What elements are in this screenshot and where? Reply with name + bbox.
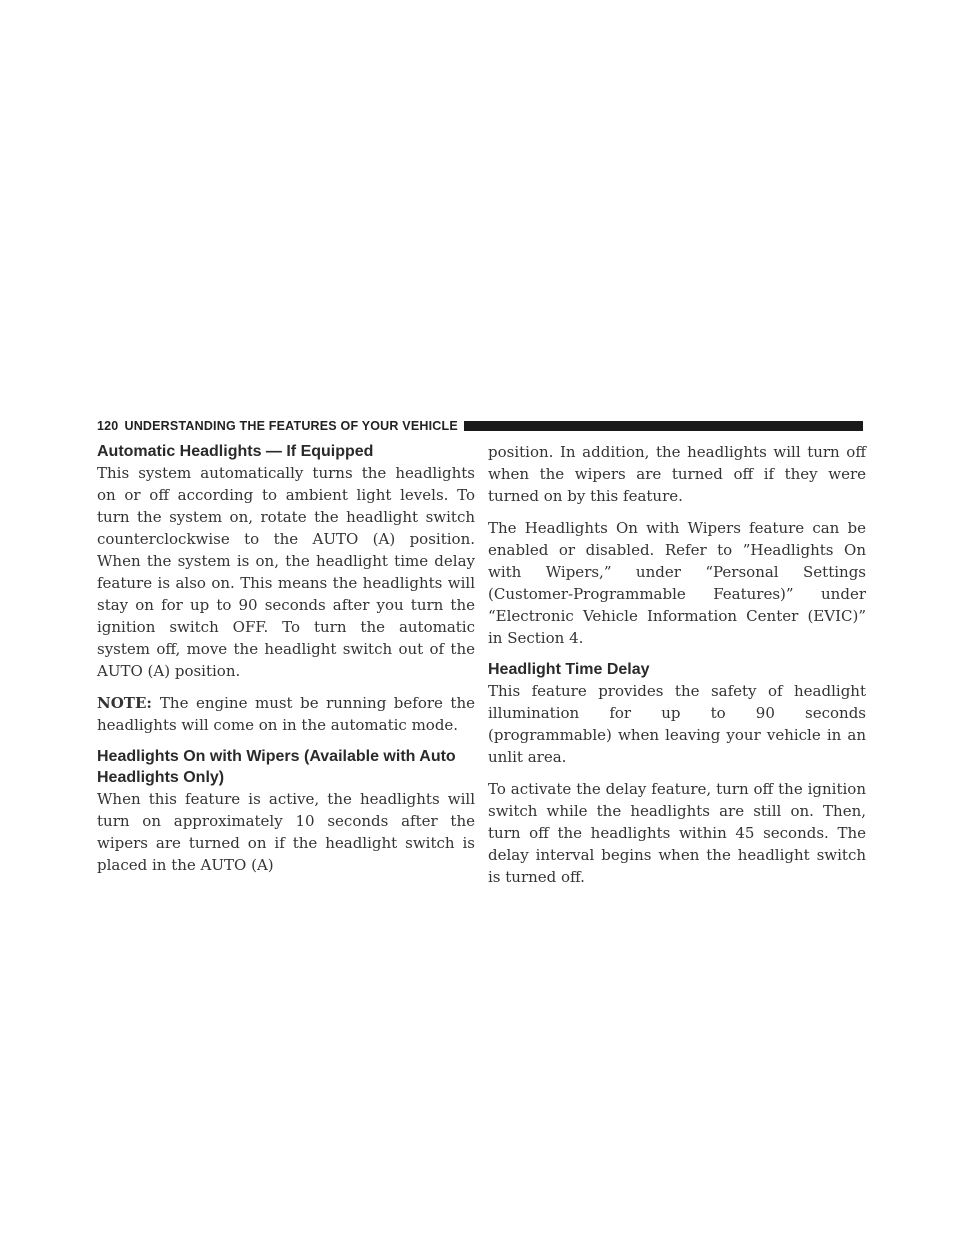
paragraph-time-delay: This feature provides the safety of headlight illumination for up to 90 seconds (programmable) when leaving your vehicle in an unlit area. [488, 682, 866, 766]
section-title: UNDERSTANDING THE FEATURES OF YOUR VEHICLE [124, 419, 458, 433]
paragraph-enable-disable: The Headlights On with Wipers feature can be enabled or disabled. Refer to ”Headlights On with Wipers,” under “Personal Settings (Customer-Programmable Features)” under “Electronic Vehicle Information Center (EVIC)” in Section 4. [488, 519, 866, 647]
heading-headlights-on-with-wipers: Headlights On with Wipers (Available with Auto Headlights Only) [97, 748, 456, 786]
note-label: NOTE: [97, 694, 152, 712]
paragraph-headlights-on-with-wipers: When this feature is active, the headlights will turn on approximately 10 seconds after the wipers are turned on if the headlight switch is placed in the AUTO (A) [97, 790, 475, 874]
paragraph-automatic-headlights: This system automatically turns the headlights on or off according to ambient light levels. To turn the system on, rotate the headlight switch counterclockwise to the AUTO (A) position. When the system is on, the headlight time delay feature is also on. This means the headlights will stay on for up to 90 seconds after you turn the ignition switch OFF. To turn the automatic system off, move the headlight switch out of the AUTO (A) position. [97, 464, 475, 680]
left-column [97, 441, 475, 876]
paragraph-wipers-continued: position. In addition, the headlights will turn off when the wipers are turned off if they were turned on by this feature. [488, 443, 866, 505]
note-paragraph [97, 692, 475, 736]
page-header [97, 418, 863, 434]
heading-automatic-headlights: Automatic Headlights — If Equipped [97, 443, 374, 460]
heading-headlight-time-delay: Headlight Time Delay [488, 661, 650, 678]
page-number: 120 [97, 419, 119, 433]
note-text: The engine must be running before the headlights will come on in the automatic mode. [97, 694, 475, 734]
right-column [488, 441, 866, 888]
header-rule [464, 421, 863, 431]
paragraph-activate-delay: To activate the delay feature, turn off the ignition switch while the headlights are still on. Then, turn off the headlights within 45 seconds. The delay interval begins when the headlight switch is turned off. [488, 780, 866, 886]
